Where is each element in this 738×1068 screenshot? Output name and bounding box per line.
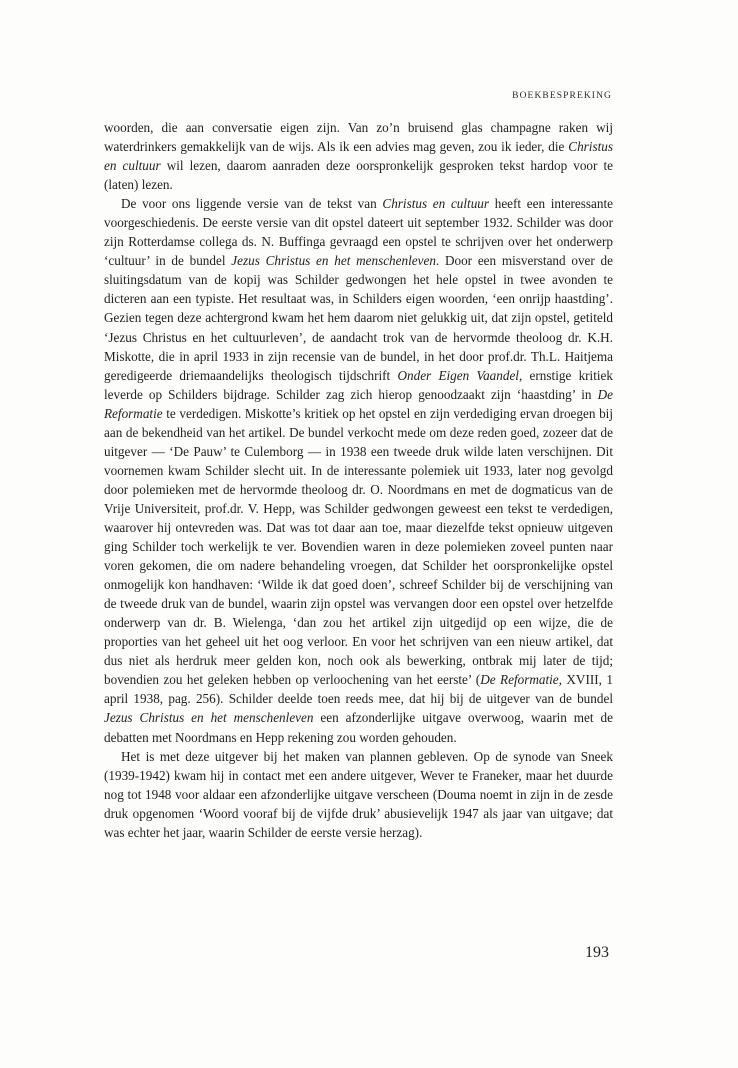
italic-title: Christus en cultuur — [382, 196, 490, 212]
text-run: wil lezen, daarom aanraden deze oorspronkelijk gesproken tekst hardop voor te (laten) lezen. — [104, 158, 613, 193]
italic-title: De Reformatie — [104, 386, 613, 421]
italic-title: Jezus Christus en het menschenleven — [104, 710, 314, 726]
italic-title: De Reformatie, — [480, 672, 562, 688]
text-run: XVIII, 1 april 1938, pag. 256). Schilder deelde toen reeds mee, dat hij bij de uitgever van de bundel — [104, 672, 613, 707]
text-run: heeft een interessante voorgeschiedenis. De eerste versie van dit opstel dateert uit september 1932. Schilder was door zijn Rotterdamse collega ds. N. Buffinga gevraagd een opstel te schrijven over het onderwerp ‘cultuur’ in de bundel — [104, 196, 614, 269]
text-run: te verdedigen. Miskotte’s kritiek op het opstel en zijn verdediging ervan droegen bij aan de bekendheid van het artikel. De bundel verkocht mede om deze reden goed, zozeer dat de uitgever — ‘De Pauw’ te Culemborg — in 1938 een tweede druk wilde laten verschijnen. Dit voornemen kwam Schilder slecht uit. In de interessante polemiek uit 1933, later nog gevolgd door polemieken met de hervormde theoloog dr. O. Noordmans en met de dogmaticus van de Vrije Universiteit, prof.dr. V. Hepp, was Schilder gedwongen geweest een tekst te verdedigen, waarover hij ontevreden was. Dat was tot daar aan toe, maar diezelfde tekst opnieuw uitgeven ging Schilder toch werkelijk te ver. Bovendien waren in deze polemieken zoveel punten naar voren gekomen, die om nadere behandeling vroegen, dat Schilder het oorspronkelijke opstel onmogelijk kon handhaven: ‘Wilde ik dat goed doen’, schreef Schilder bij de verschijning van de tweede druk van de bundel, waarin zijn opstel was vervangen door een opstel over hetzelfde onderwerp van dr. B. Wielenga, ‘dan zou het artikel zijn uitgedijd op een wijze, die de proporties van het geheel uit het oog verloor. En voor het schrijven van een nieuw artikel, dat dus niet als herdruk meer gelden kon, noch ook als bewerking, ontbrak mij later de tijd; bovendien zou het geleken hebben op verloochening van het eerste’ ( — [104, 405, 613, 688]
text-run: woorden, die aan conversatie eigen zijn. Van zo’n bruisend glas champagne raken wij waterdrinkers gemakkelijk van de wijs. Als ik een advies mag geven, zou ik ieder, die — [104, 120, 613, 155]
text-run: De voor ons liggende versie van de tekst van — [121, 196, 383, 212]
text-run: een afzonderlijke uitgave overwoog, waarin met de debatten met Noordmans en Hepp rekening zou worden gehouden. — [104, 710, 613, 745]
page-number: 193 — [585, 944, 609, 961]
running-header: BOEKBESPREKING — [512, 91, 612, 101]
paragraph — [104, 118, 613, 194]
body-text — [104, 118, 613, 842]
text-run: Het is met deze uitgever bij het maken van plannen gebleven. Op de synode van Sneek (1939-1942) kwam hij in contact met een andere uitgever, Wever te Franeker, maar het duurde nog tot 1948 voor aldaar een afzonderlijke uitgave verscheen (Douma noemt in zijn in de zesde druk opgenomen ‘Woord vooraf bij de vijfde druk’ abusievelijk 1947 als jaar van uitgave; dat was echter het jaar, waarin Schilder de eerste versie herzag). — [104, 748, 613, 840]
text-run: . Door een misverstand over de sluitingsdatum van de kopij was Schilder gedwongen het hele opstel in twee avonden te dicteren aan een typiste. Het resultaat was, in Schilders eigen woorden, ‘een onrijp haastding’. Gezien tegen deze achtergrond kwam het hem daarom niet gelukkig uit, dat zijn opstel, getiteld ‘Jezus Christus en het cultuurleven’, de aandacht trok van de hervormde theoloog dr. K.H. Miskotte, die in april 1933 in zijn recensie van de bundel, in het door prof.dr. Th.L. Haitjema geredigeerde driemaandelijks theologisch tijdschrift — [104, 253, 613, 383]
text-run: , ernstige kritiek leverde op Schilders bijdrage. Schilder zag zich hierop genoodzaakt zijn ‘haastding’ in — [104, 367, 613, 402]
paragraph — [104, 194, 613, 746]
italic-title: Onder Eigen Vaandel — [397, 367, 519, 383]
italic-title: Christus en cultuur — [104, 139, 613, 174]
italic-title: Jezus Christus en het menschenleven — [231, 253, 436, 269]
paragraph — [104, 747, 613, 842]
